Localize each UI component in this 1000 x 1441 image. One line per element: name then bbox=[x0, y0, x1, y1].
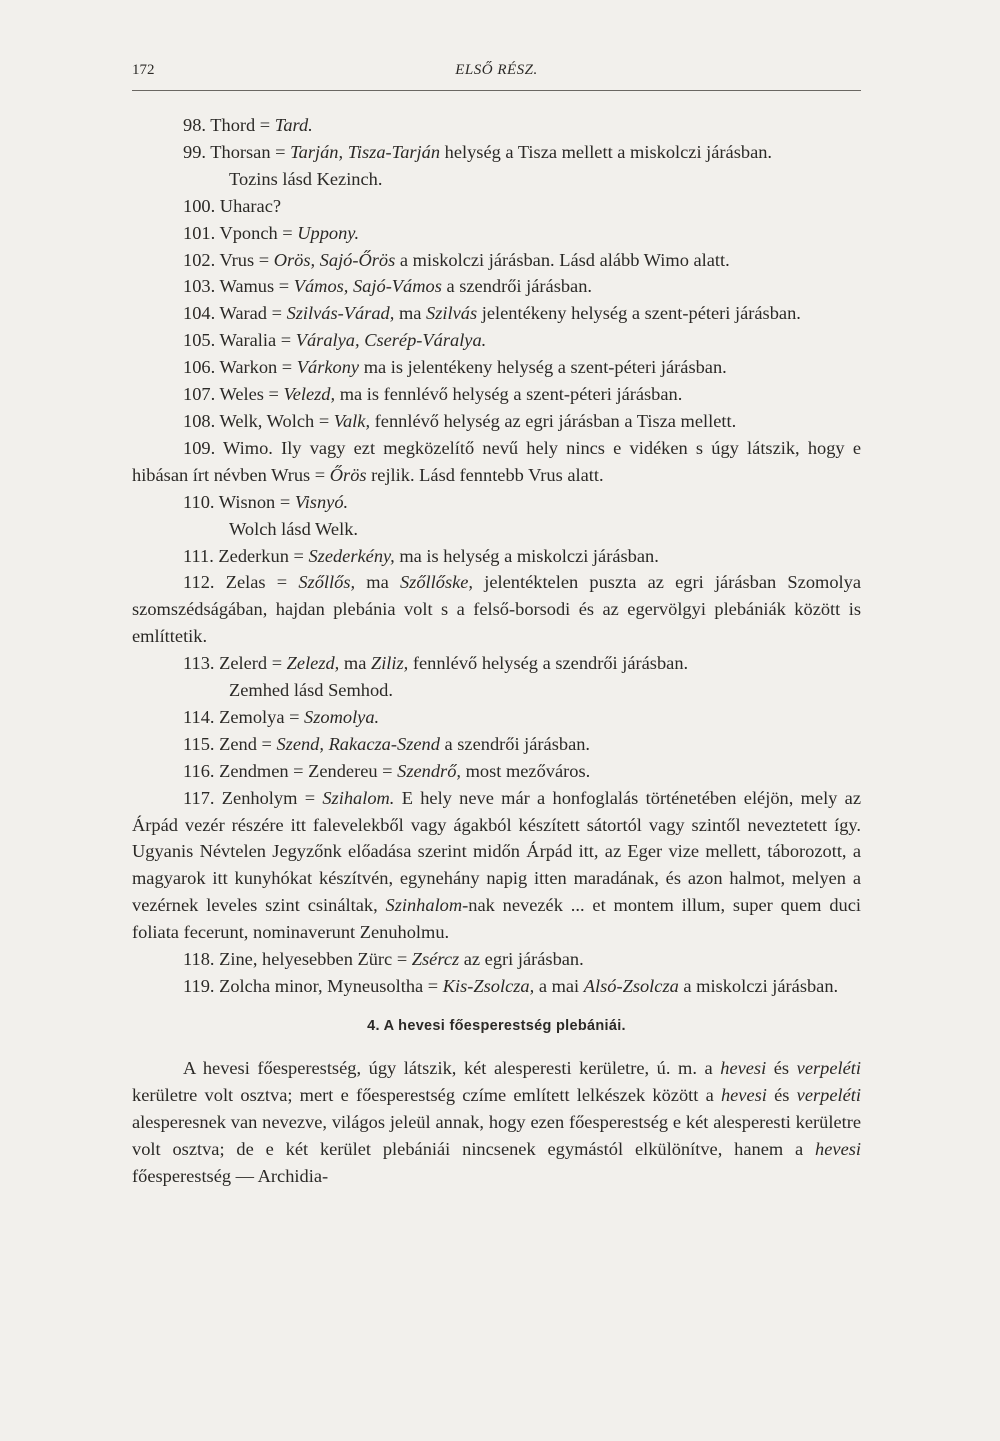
entry-text: Zelas = bbox=[214, 572, 299, 593]
entry-name: Zsércz bbox=[411, 949, 460, 970]
entry-number: 109. bbox=[183, 437, 216, 458]
entry-text: helység a Tisza mellett a miskolczi járásban. bbox=[440, 141, 773, 162]
entry-text: a szendrői járásban. bbox=[441, 276, 592, 297]
entry-name: Szinhalom bbox=[385, 895, 463, 916]
place-entry bbox=[132, 408, 861, 435]
place-entry bbox=[132, 435, 861, 489]
place-entry bbox=[132, 543, 861, 570]
entry-number: 106. bbox=[183, 357, 216, 378]
italic-term: hevesi bbox=[720, 1084, 767, 1105]
paragraph-text: főesperestség — Archidia- bbox=[132, 1165, 329, 1186]
entry-number: 108. bbox=[183, 410, 216, 431]
entry-text: Warad = bbox=[215, 303, 287, 324]
entry-text: Waralia = bbox=[215, 330, 296, 351]
entry-text: Thorsan = bbox=[206, 141, 291, 162]
section-paragraph bbox=[132, 1055, 861, 1190]
entry-text: Zelerd = bbox=[214, 653, 287, 674]
italic-term: verpeléti bbox=[796, 1057, 862, 1078]
entry-text: fennlévő helység az egri járásban a Tisza mellett. bbox=[370, 410, 737, 431]
entry-list-c bbox=[132, 543, 861, 678]
paragraph-text: kerületre volt osztva; mert e főesperestség czíme említett lelkészek között a bbox=[132, 1084, 721, 1105]
entry-text: most mezőváros. bbox=[461, 760, 591, 781]
entry-text: Wisnon = bbox=[214, 491, 295, 512]
place-entry bbox=[132, 112, 861, 139]
entry-name: Orös, Sajó-Őrös bbox=[273, 249, 396, 270]
entry-text: ma bbox=[339, 653, 371, 674]
entry-name: Ziliz, bbox=[370, 653, 409, 674]
entry-text: Wimo. Ily vagy ezt megközelítő nevű hely nincs e vidéken s úgy látszik, hogy e hibásan írt névben Wrus = bbox=[132, 437, 861, 485]
entry-text: jelentékeny helység a szent-péteri járásban. bbox=[477, 303, 801, 324]
entry-number: 102. bbox=[183, 249, 216, 270]
place-entry bbox=[132, 704, 861, 731]
entry-text: rejlik. Lásd fenntebb Vrus alatt. bbox=[366, 464, 604, 485]
entry-name: Szőllős, bbox=[298, 572, 356, 593]
entry-number: 118. bbox=[183, 949, 215, 970]
entry-text: ma is fennlévő helység a szent-péteri járásban. bbox=[335, 384, 683, 405]
place-entry bbox=[132, 273, 861, 300]
paragraph-text: A hevesi főesperestség, úgy látszik, két alesperesti kerületre, ú. m. a bbox=[183, 1057, 721, 1078]
entry-number: 110. bbox=[183, 491, 215, 512]
entry-text: Zenholym = bbox=[214, 787, 323, 808]
entry-text: ma is helység a miskolczi járásban. bbox=[394, 545, 659, 566]
entry-text: E hely neve már a honfoglalás történetében eléjön, mely az Árpád vezér részére itt falevelekből vagy ágakból készített sátortól vagy szintől neveztetett így. Ugyanis Névtelen Jegyzőnk előadása szerint midőn Árpád itt, az Eger vize mellett, táborozott, a magyarok itt kunyhókat készítvén, egynehány napig itten maradának, és azon halmot, melyen a vezérnek leveles szint csináltak, bbox=[132, 787, 861, 916]
entry-list-d bbox=[132, 704, 861, 1000]
entry-name: Várkony bbox=[296, 357, 360, 378]
entry-number: 100. bbox=[183, 195, 216, 216]
place-entry bbox=[132, 354, 861, 381]
italic-term: hevesi bbox=[720, 1057, 767, 1078]
entry-name: Uppony. bbox=[297, 222, 360, 243]
entry-name: Kis-Zsolcza, bbox=[442, 976, 535, 996]
cross-reference: Wolch lásd Welk. bbox=[229, 518, 358, 539]
entry-name: Szőllőske, bbox=[399, 572, 474, 593]
entry-name: Őrös bbox=[329, 464, 367, 485]
entry-name: Szilvás-Várad, bbox=[286, 303, 395, 324]
page-body bbox=[132, 112, 861, 1189]
entry-name: Vámos, Sajó-Vámos bbox=[293, 276, 442, 297]
place-entry bbox=[132, 300, 861, 327]
place-entry bbox=[132, 785, 861, 946]
entry-name: Alsó-Zsolcza bbox=[583, 976, 679, 996]
entry-text: -nak nevezék ... et montem illum, super quem duci foliata fecerunt, nominaverunt Zenuholmu. bbox=[132, 895, 861, 943]
entry-text: ma bbox=[394, 303, 427, 324]
entry-number: 103. bbox=[183, 276, 216, 297]
paragraph-text: alesperesnek van nevezve, világos jeleül annak, hogy ezen főesperestség e két alesperesti kerületre volt osztva; de e két kerület plebániái nincsenek egymástól elkülönítve, hanem a bbox=[132, 1111, 861, 1159]
entry-name: Szihalom. bbox=[322, 787, 395, 808]
entry-text: Uharac? bbox=[215, 195, 282, 216]
entry-list-b bbox=[132, 193, 861, 516]
entry-name: Valk, bbox=[333, 410, 371, 431]
entry-number: 113. bbox=[183, 653, 215, 674]
entry-name: Szendrő, bbox=[397, 760, 461, 781]
entry-number: 115. bbox=[183, 733, 215, 754]
entry-name: Szilvás bbox=[426, 303, 478, 324]
entry-number: 99. bbox=[183, 141, 206, 162]
place-entry bbox=[132, 489, 861, 516]
place-entry bbox=[132, 973, 861, 1000]
entry-text: Zemolya = bbox=[214, 706, 305, 727]
place-entry bbox=[132, 139, 861, 166]
entry-text: Thord = bbox=[206, 115, 275, 135]
entry-text: ma bbox=[355, 572, 400, 593]
place-entry bbox=[132, 193, 861, 220]
entry-number: 105. bbox=[183, 330, 216, 351]
entry-text: a miskolczi járásban. Lásd alább Wimo alatt. bbox=[395, 249, 730, 270]
entry-text: Zendmen = Zendereu = bbox=[214, 760, 398, 781]
entry-number: 101. bbox=[183, 222, 216, 243]
entry-number: 112. bbox=[183, 572, 215, 593]
header-rule bbox=[132, 90, 861, 91]
place-entry bbox=[132, 247, 861, 274]
entry-number: 98. bbox=[183, 115, 206, 135]
entry-text: Zend = bbox=[214, 733, 277, 754]
entry-text: Zolcha minor, Myneusoltha = bbox=[214, 976, 443, 996]
place-entry bbox=[132, 220, 861, 247]
entry-text: Zine, helyesebben Zürc = bbox=[214, 949, 412, 970]
paragraph-text: és bbox=[766, 1057, 797, 1078]
entry-name: Zelezd, bbox=[286, 653, 340, 674]
entry-number: 111. bbox=[183, 545, 214, 566]
entry-text: a szendrői járásban. bbox=[439, 733, 591, 754]
entry-name: Visnyó. bbox=[294, 491, 349, 512]
entry-text: a miskolczi járásban. bbox=[678, 976, 839, 996]
entry-text: Weles = bbox=[215, 384, 284, 405]
entry-number: 117. bbox=[183, 787, 215, 808]
entry-number: 116. bbox=[183, 760, 215, 781]
entry-name: Szend, Rakacza-Szend bbox=[276, 733, 440, 754]
entry-text: ma is jelentékeny helység a szent-péteri járásban. bbox=[359, 357, 727, 378]
entry-text: a mai bbox=[534, 976, 584, 996]
entry-name: Szederkény, bbox=[308, 545, 395, 566]
entry-text: Wamus = bbox=[215, 276, 294, 297]
cross-reference: Tozins lásd Kezinch. bbox=[229, 168, 383, 189]
paragraph-text: és bbox=[766, 1084, 797, 1105]
entry-number: 104. bbox=[183, 303, 216, 324]
running-title: ELSŐ RÉSZ. bbox=[455, 62, 538, 78]
entry-text: Vrus = bbox=[215, 249, 274, 270]
place-entry bbox=[132, 731, 861, 758]
entry-text: jelentéktelen puszta az egri járásban Szomolya szomszédságában, hajdan plebánia volt s a felső-borsodi és az egervölgyi plebániák között is említtetik. bbox=[132, 572, 861, 647]
entry-name: Velezd, bbox=[283, 384, 336, 405]
entry-text: Zederkun = bbox=[213, 545, 309, 566]
entry-list-a bbox=[132, 112, 861, 166]
page-header bbox=[132, 62, 861, 84]
entry-name: Tard. bbox=[274, 115, 313, 135]
entry-text: az egri járásban. bbox=[459, 949, 584, 970]
entry-number: 114. bbox=[183, 706, 215, 727]
entry-name: Váralya, Cserép-Váralya. bbox=[295, 330, 487, 351]
place-entry bbox=[132, 758, 861, 785]
italic-term: hevesi bbox=[815, 1138, 861, 1159]
section-heading: 4. A hevesi főesperestség plebániái. bbox=[367, 1017, 626, 1034]
page-number: 172 bbox=[132, 62, 155, 78]
place-entry bbox=[132, 569, 861, 650]
place-entry bbox=[132, 650, 861, 677]
entry-text: Warkon = bbox=[215, 357, 297, 378]
place-entry bbox=[132, 327, 861, 354]
place-entry bbox=[132, 381, 861, 408]
entry-text: Welk, Wolch = bbox=[215, 410, 334, 431]
entry-name: Szomolya. bbox=[304, 706, 380, 727]
entry-text: fennlévő helység a szendrői járásban. bbox=[408, 653, 689, 674]
italic-term: verpeléti bbox=[796, 1084, 861, 1105]
cross-reference: Zemhed lásd Semhod. bbox=[229, 680, 393, 701]
entry-number: 119. bbox=[183, 976, 215, 996]
entry-text: Vponch = bbox=[215, 222, 298, 243]
entry-number: 107. bbox=[183, 384, 216, 405]
place-entry bbox=[132, 946, 861, 973]
entry-name: Tarján, Tisza-Tarján bbox=[290, 141, 441, 162]
